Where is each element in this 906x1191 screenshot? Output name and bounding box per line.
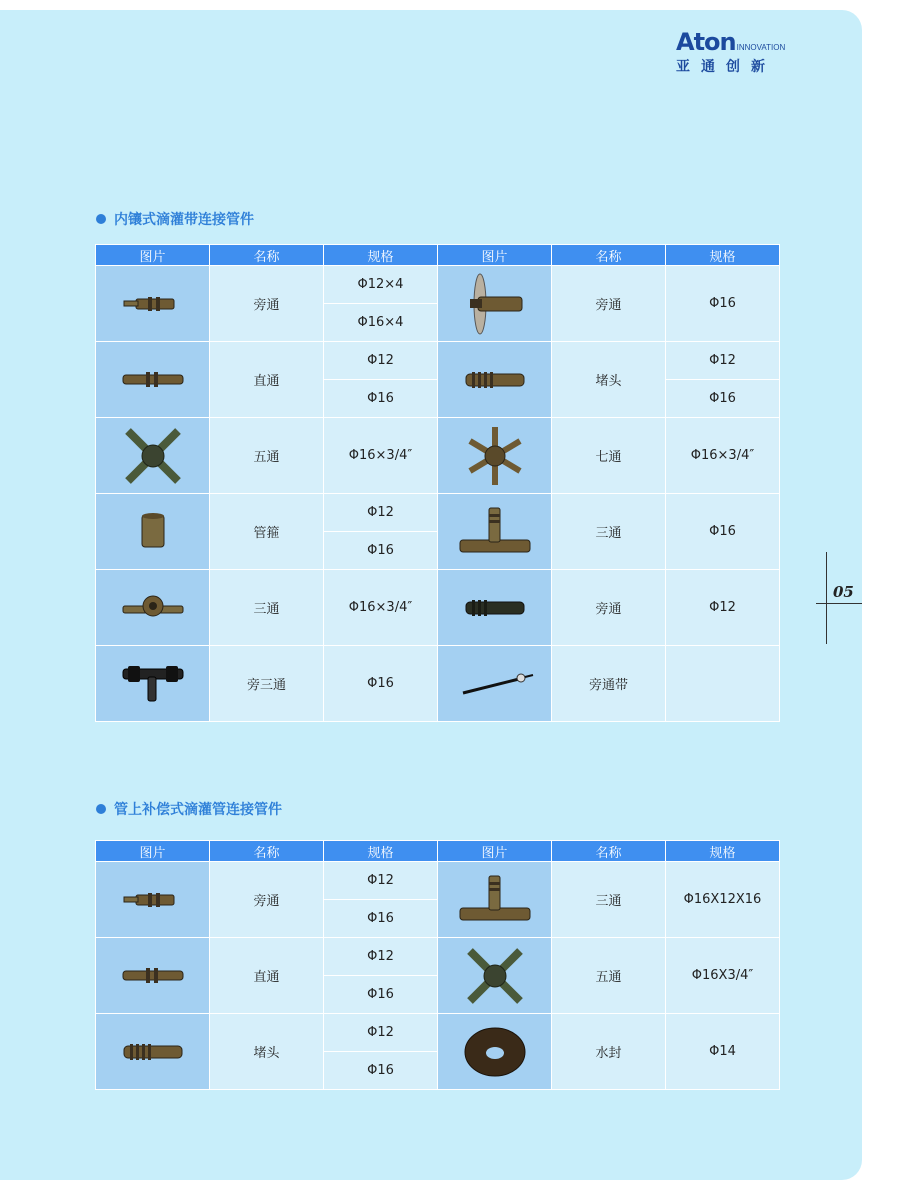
side-connector-icon xyxy=(96,266,210,342)
table-row xyxy=(96,646,780,684)
side-tape-icon xyxy=(438,646,552,722)
column-header: 名称 xyxy=(552,245,666,266)
product-name: 直通 xyxy=(210,342,324,418)
product-name: 旁三通 xyxy=(210,646,324,722)
table-row xyxy=(96,494,780,532)
product-spec: Φ12 xyxy=(324,938,438,976)
five-way-connector-icon xyxy=(96,418,210,494)
bullet-icon xyxy=(96,214,106,224)
product-spec: Φ16 xyxy=(324,1052,438,1090)
product-spec: Φ16 xyxy=(324,380,438,418)
column-header: 名称 xyxy=(210,841,324,862)
product-name: 七通 xyxy=(552,418,666,494)
table-row xyxy=(96,938,780,976)
table-row xyxy=(96,266,780,304)
end-plug-icon xyxy=(96,1014,210,1090)
product-name: 旁通 xyxy=(210,862,324,938)
page-marker-line xyxy=(816,603,862,604)
section2-title xyxy=(96,799,282,819)
tee-connector-icon xyxy=(438,494,552,570)
side-connector-barbed-icon xyxy=(438,570,552,646)
section1-table xyxy=(95,244,780,722)
table-row xyxy=(96,862,780,900)
brand-name: Aton xyxy=(676,28,736,56)
five-way-connector-icon xyxy=(438,938,552,1014)
column-header: 规格 xyxy=(666,841,780,862)
bullet-icon xyxy=(96,804,106,814)
product-name: 旁通 xyxy=(210,266,324,342)
section1-title xyxy=(96,209,254,229)
product-spec: Φ14 xyxy=(666,1014,780,1090)
product-name: 旁通 xyxy=(552,266,666,342)
product-spec: Φ16×3/4″ xyxy=(324,570,438,646)
product-spec: Φ16 xyxy=(666,494,780,570)
straight-connector-icon xyxy=(96,342,210,418)
brand-cn: 亚通创新 xyxy=(676,59,776,75)
column-header: 名称 xyxy=(210,245,324,266)
section2-title-text: 管上补偿式滴灌管连接管件 xyxy=(114,802,282,818)
column-header: 图片 xyxy=(96,841,210,862)
end-plug-icon xyxy=(438,342,552,418)
product-spec: Φ12 xyxy=(666,570,780,646)
product-spec: Φ16 xyxy=(666,380,780,418)
product-name: 堵头 xyxy=(210,1014,324,1090)
page-marker-line xyxy=(826,552,827,644)
product-spec: Φ16X3/4″ xyxy=(666,938,780,1014)
product-name: 旁通 xyxy=(552,570,666,646)
column-header: 规格 xyxy=(324,245,438,266)
product-name: 五通 xyxy=(210,418,324,494)
product-name: 管箍 xyxy=(210,494,324,570)
product-name: 三通 xyxy=(552,494,666,570)
product-spec: Φ12 xyxy=(324,1014,438,1052)
column-header: 规格 xyxy=(324,841,438,862)
product-name: 堵头 xyxy=(552,342,666,418)
section1-title-text: 内镶式滴灌带连接管件 xyxy=(114,212,254,228)
pipe-ring-icon xyxy=(96,494,210,570)
section2-table xyxy=(95,840,780,1090)
product-name: 五通 xyxy=(552,938,666,1014)
column-header: 图片 xyxy=(438,245,552,266)
product-name: 三通 xyxy=(552,862,666,938)
product-spec: Φ16×3/4″ xyxy=(666,418,780,494)
product-spec: Φ12×4 xyxy=(324,266,438,304)
brand-logo xyxy=(676,30,796,76)
product-spec: Φ12 xyxy=(324,862,438,900)
table-row xyxy=(96,1014,780,1052)
table-row xyxy=(96,342,780,380)
product-spec: Φ16 xyxy=(324,900,438,938)
product-name: 水封 xyxy=(552,1014,666,1090)
side-connector-valve-icon xyxy=(438,266,552,342)
side-tee-connector-icon xyxy=(96,646,210,722)
side-connector-icon xyxy=(96,862,210,938)
product-spec: Φ16 xyxy=(324,532,438,570)
product-spec: Φ12 xyxy=(324,342,438,380)
tee-connector-icon xyxy=(438,862,552,938)
product-spec: Φ16 xyxy=(324,976,438,1014)
table-row xyxy=(96,570,780,608)
page-number: 05 xyxy=(833,583,854,601)
column-header: 规格 xyxy=(666,245,780,266)
product-spec: Φ16 xyxy=(666,266,780,342)
straight-connector-icon xyxy=(96,938,210,1014)
product-name: 旁通带 xyxy=(552,646,666,722)
product-spec: Φ12 xyxy=(324,494,438,532)
column-header: 图片 xyxy=(96,245,210,266)
product-spec: Φ12 xyxy=(666,342,780,380)
brand-sub: INNOVATION xyxy=(736,43,786,52)
water-seal-icon xyxy=(438,1014,552,1090)
product-spec: Φ16×3/4″ xyxy=(324,418,438,494)
column-header: 名称 xyxy=(552,841,666,862)
product-spec: Φ16X12X16 xyxy=(666,862,780,938)
product-name: 直通 xyxy=(210,938,324,1014)
product-name: 三通 xyxy=(210,570,324,646)
table-row xyxy=(96,418,780,456)
product-spec: Φ16 xyxy=(324,646,438,722)
three-way-connector-icon xyxy=(96,570,210,646)
column-header: 图片 xyxy=(438,841,552,862)
product-spec: Φ16×4 xyxy=(324,304,438,342)
product-spec xyxy=(666,646,780,722)
seven-way-connector-icon xyxy=(438,418,552,494)
